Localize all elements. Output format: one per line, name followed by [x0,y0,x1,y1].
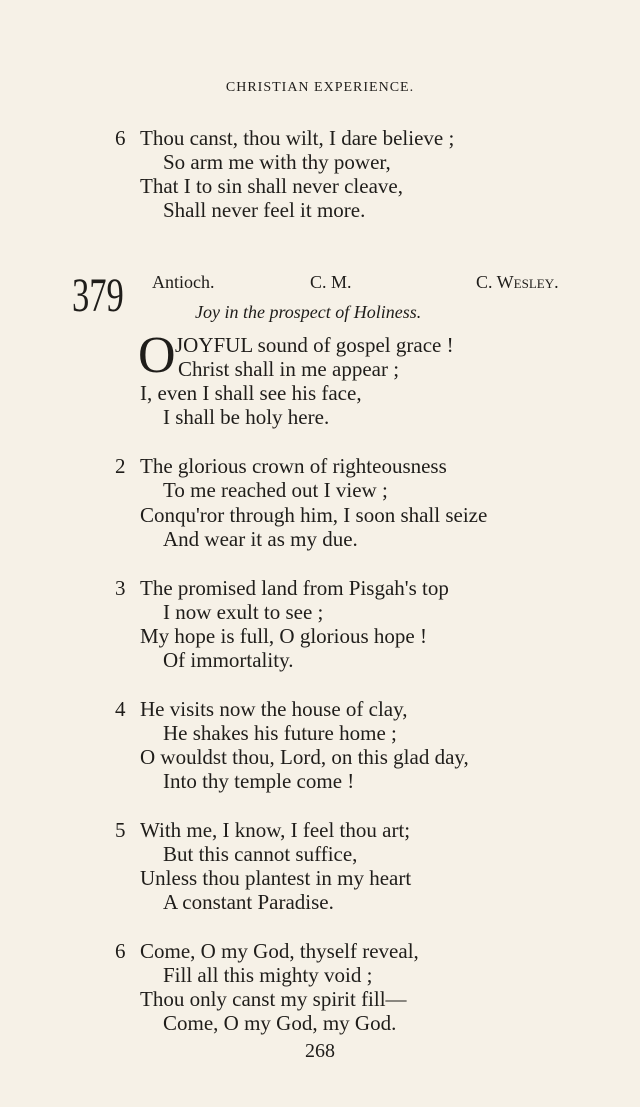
tune-name: Antioch. [152,272,215,292]
verse-line: A constant Paradise. [163,890,334,914]
verse-line: But this cannot suffice, [163,842,358,866]
verse-line: My hope is full, O glorious hope ! [140,624,427,648]
verse-line: Come, O my God, thyself reveal, [140,939,419,963]
verse-line: The glorious crown of righteousness [140,454,447,478]
verse-line: To me reached out I view ; [163,478,388,502]
verse-line: Thou only canst my spirit fill— [140,987,407,1011]
verse-line: Come, O my God, my God. [163,1011,397,1035]
verse-line: Into thy temple come ! [163,769,355,793]
verse-line: That I to sin shall never cleave, [140,174,403,198]
verse-line: I now exult to see ; [163,600,324,624]
verse-line: He visits now the house of clay, [140,697,408,721]
verse-line: I, even I shall see his face, [140,381,362,405]
dropcap: O [138,327,176,384]
verse-line: With me, I know, I feel thou art; [140,818,411,842]
verse-number: 6 [115,939,126,963]
author: C. Wesley. [476,272,559,292]
verse-line: He shakes his future home ; [163,721,397,745]
running-head: CHRISTIAN EXPERIENCE. [225,80,415,95]
verse-line: JOYFUL sound of gospel grace ! [175,333,454,357]
verse-line: O wouldst thou, Lord, on this glad day, [140,745,469,769]
verse-line: And wear it as my due. [163,527,358,551]
page-number: 268 [305,1040,335,1062]
verse-line: So arm me with thy power, [163,150,391,174]
verse-line: I shall be holy here. [163,405,330,429]
hymn-subtitle: Joy in the prospect of Holiness. [195,302,422,322]
verse-line: Conqu'ror through him, I soon shall seize [140,503,488,527]
verse-line: Christ shall in me appear ; [178,357,400,381]
hymn-number: 379 [72,269,124,322]
verse-line: Shall never feel it more. [163,198,366,222]
verse-line: The promised land from Pisgah's top [140,576,449,600]
verse-number: 5 [115,818,126,842]
verse-number: 2 [115,454,126,478]
meter: C. M. [310,272,352,292]
verse-line: Unless thou plantest in my heart [140,866,412,890]
verse-line: Of immortality. [163,648,294,672]
verse-number: 6 [115,126,126,150]
verse-line: Thou canst, thou wilt, I dare believe ; [140,126,455,150]
verse-number: 4 [115,697,126,721]
verse-line: Fill all this mighty void ; [163,963,373,987]
verse-number: 3 [115,576,126,600]
